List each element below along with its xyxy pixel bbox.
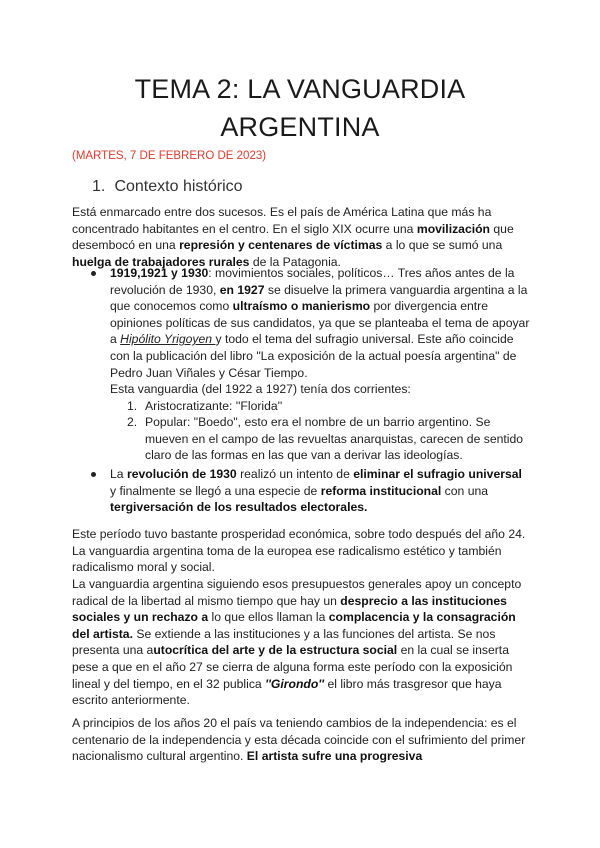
current-item-florida: Aristocratizante: ''Florida'' bbox=[145, 399, 283, 413]
list-number: 1. bbox=[127, 399, 138, 413]
title-line-2: ARGENTINA bbox=[220, 112, 380, 142]
bullet-icon bbox=[91, 271, 96, 276]
paragraph-anos-20: A principios de los años 20 el país va teniendo cambios de la independencia: es el centenario de la independencia y esta década coincide con el sufrimiento del primer nacionalismo cultural argentino. El artista sufre una progresiva bbox=[72, 716, 526, 764]
list-number: 2. bbox=[127, 415, 138, 429]
current-item-boedo: Popular: "Boedo", esto era el nombre de un barrio argentino. Se mueven en el campo de las revueltas anarquistas, carecen de sentido claro de las formas en las que van a derivar las ideologías. bbox=[145, 415, 524, 463]
bullet-item-revolucion: La revolución de 1930 realizó un intento de eliminar el sufragio universal y finalmente se llegó a una especie de reforma institucional con una tergiversación de los resultados electorales. bbox=[110, 467, 522, 515]
title-line-1: TEMA 2: LA VANGUARDIA bbox=[134, 74, 466, 104]
date-subtitle: (MARTES, 7 DE FEBRERO DE 2023) bbox=[72, 150, 267, 162]
paragraph-vanguardia: La vanguardia argentina siguiendo esos presupuestos generales apoy un concepto radical de la libertad al mismo tiempo que hay un desprecio a las instituciones sociales y un rechazo a lo que ellos llaman la complacencia y la consagración del artista. Se extiende a las instituciones y a las funciones del artista. Se nos presenta una autocrítica del arte y de la estructura social en la cual se inserta pese a que en el año 27 se cierra de alguna forma este período con la exposición lineal y del tiempo, en el 32 publica ''Girondo'' el libro más trasgresor que haya escrito anteriormente. bbox=[72, 577, 522, 708]
section-heading bbox=[92, 178, 243, 196]
section-title: Contexto histórico bbox=[114, 178, 243, 195]
intro-paragraph: Está enmarcado entre dos sucesos. Es el país de América Latina que más ha concentrado habitantes en el centro. En el siglo XIX ocurre una movilización que desembocó en una represión y centenares de víctimas a lo que se sumó una huelga de trabajadores rurales de la Patagonia. bbox=[72, 205, 514, 269]
paragraph-prosperidad: Este período tuvo bastante prosperidad económica, sobre todo después del año 24. La vanguardia argentina toma de la europea ese radicalismo estético y también radicalismo moral y social. bbox=[72, 527, 526, 575]
hipolito-yrigoyen-link[interactable]: Hipólito Yrigoyen bbox=[120, 332, 216, 347]
bullet-icon bbox=[91, 472, 96, 477]
section-number: 1. bbox=[92, 178, 106, 195]
bullet-item-1919: 1919,1921 y 1930: movimientos sociales, políticos… Tres años antes de la revolución de 1930, en 1927 se disuelve la primera vanguardia argentina a la que conocemos como ultraísmo o manierismo por divergencia entre opiniones políticas de sus candidatos, ya que se planteaba el tema de apoyar a Hipólito Yrigoyen y todo el tema del sufragio universal. Este año coincide con la publicación del libro "La exposición de la actual poesía argentina" de Pedro Juan Viñales y César Tiempo. Esta vanguardia (del 1922 a 1927) tenía dos corrientes: bbox=[110, 266, 530, 397]
